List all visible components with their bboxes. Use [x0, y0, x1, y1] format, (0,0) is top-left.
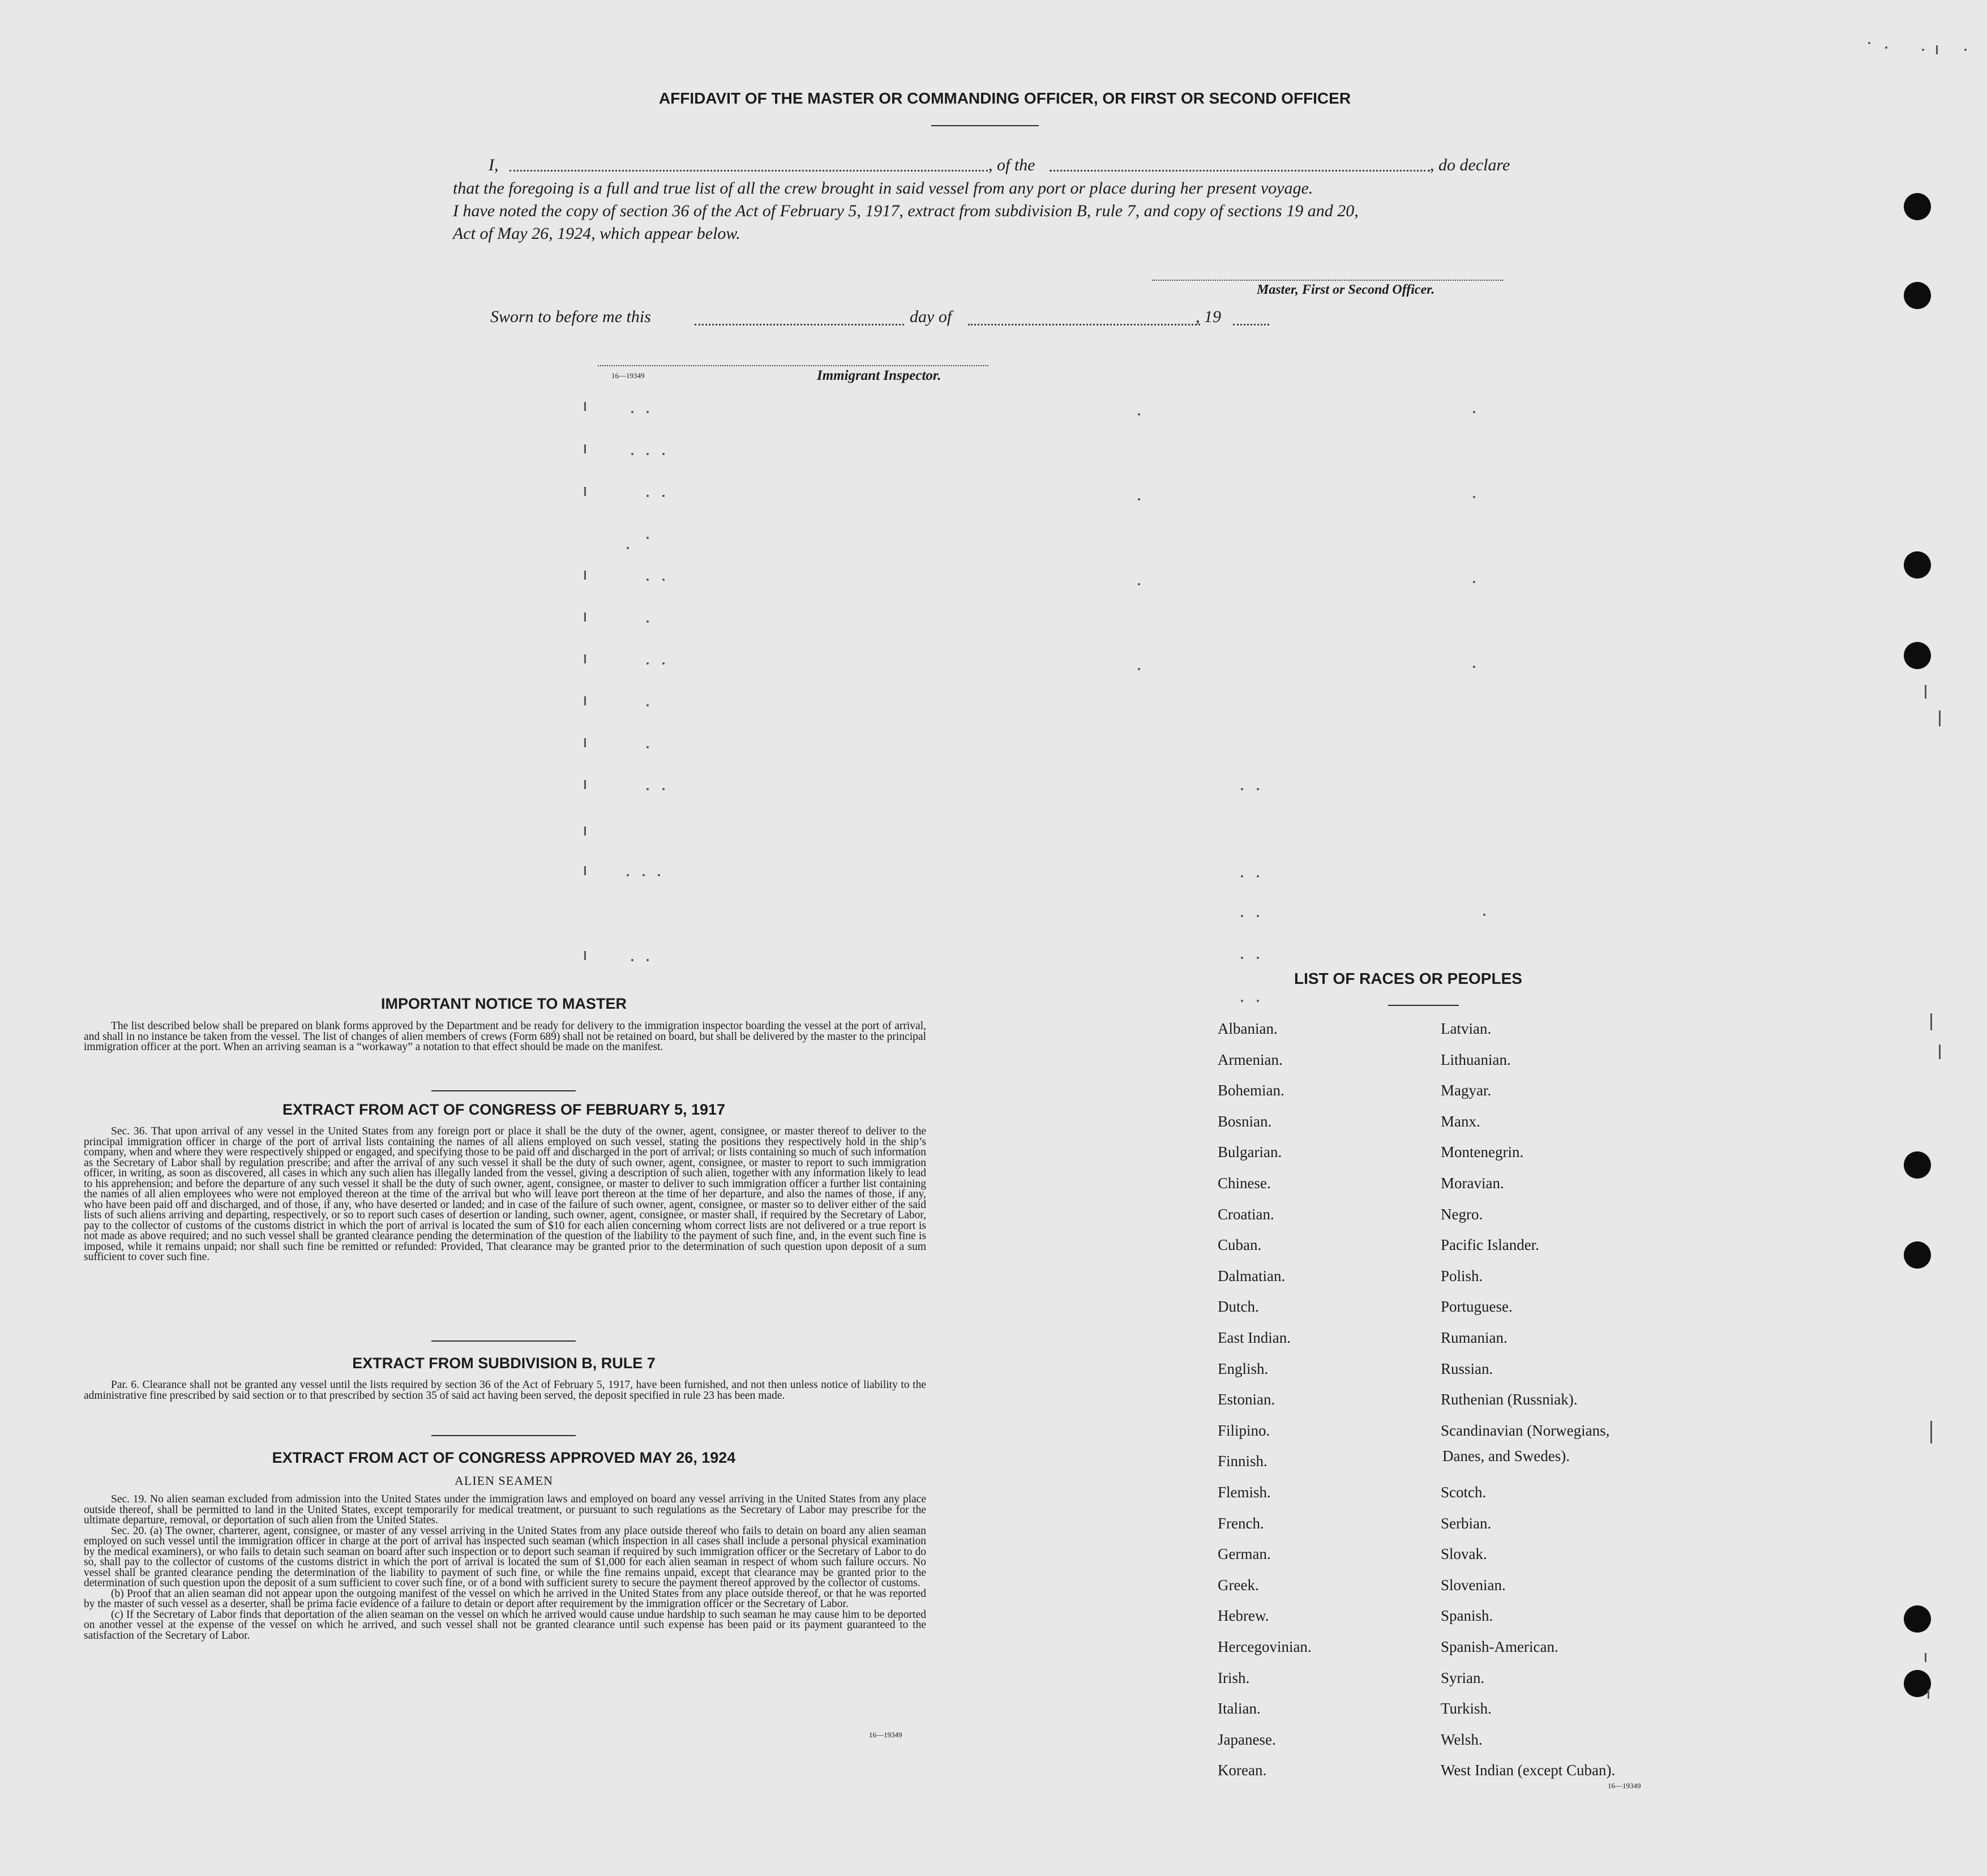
race-item: Syrian.: [1441, 1669, 1485, 1686]
rule7-title: EXTRACT FROM SUBDIVISION B, RULE 7: [352, 1355, 656, 1372]
race-item: Spanish.: [1441, 1607, 1493, 1625]
affidavit-of-the: , of the: [988, 156, 1035, 174]
race-item: Albanian.: [1218, 1020, 1278, 1037]
races-divider: [1388, 1005, 1459, 1006]
punch-hole: [1904, 193, 1931, 220]
race-item: Filipino.: [1218, 1421, 1270, 1439]
race-item: Finnish.: [1218, 1453, 1267, 1470]
sworn-day-of: day of: [910, 307, 952, 326]
punch-hole: [1904, 1241, 1931, 1269]
affidavit-do-declare: , do declare: [1430, 156, 1510, 174]
notice-body: [84, 1021, 926, 1053]
race-item: Dutch.: [1218, 1298, 1259, 1316]
extract-1917-title: EXTRACT FROM ACT OF CONGRESS OF FEBRUARY 5, 1917: [282, 1101, 726, 1118]
race-item: Montenegrin.: [1441, 1143, 1524, 1161]
extract-1924-title: EXTRACT FROM ACT OF CONGRESS APPROVED MAY 26, 1924: [272, 1449, 736, 1466]
race-item: Armenian.: [1218, 1051, 1283, 1068]
race-item: Welsh.: [1441, 1731, 1483, 1748]
race-item: Slovak.: [1441, 1545, 1487, 1563]
title-divider: [931, 125, 1039, 126]
race-item: Croatian.: [1218, 1205, 1274, 1223]
alien-seamen-subtitle: ALIEN SEAMEN: [455, 1474, 553, 1488]
sworn-prefix: Sworn to before me this: [490, 307, 651, 326]
race-item: Slovenian.: [1441, 1576, 1506, 1594]
race-item: English.: [1218, 1360, 1269, 1377]
punch-hole: [1904, 1670, 1931, 1697]
race-item: Korean.: [1218, 1762, 1267, 1779]
races-title: LIST OF RACES OR PEOPLES: [1294, 970, 1522, 987]
notice-divider: [431, 1090, 576, 1091]
race-item: Magyar.: [1441, 1082, 1492, 1099]
race-item: Cuban.: [1218, 1236, 1262, 1254]
rule7-body: [84, 1380, 926, 1401]
sworn-month-blank[interactable]: [968, 324, 1200, 325]
race-item: Manx.: [1441, 1112, 1480, 1130]
inspector-signature-line[interactable]: [598, 365, 988, 366]
sec-20b-paragraph: (b) Proof that an alien seaman did not appear upon the outgoing manifest of the vessel on which he arrived in the United States from any place outside thereof, or that he was reported by the master of such vessel as a deserter, shall be prima facie evidence of a failure to detain or deport after requirement by the immigration officer or the Secretary of Labor.: [84, 1587, 926, 1610]
sec-20c-paragraph: (c) If the Secretary of Labor finds that deportation of the alien seaman on the vessel on which he arrived would cause undue hardship to such seaman he may cause him to be deported on another vessel at the expense of the vessel on which he arrived, and such vessel shall not be granted clearance until such expense has been paid or its payment guaranteed to the satisfaction of the Secretary of Labor.: [84, 1608, 926, 1642]
race-item: Pacific Islander.: [1441, 1236, 1539, 1254]
race-item: Dalmatian.: [1218, 1267, 1286, 1284]
race-item: Spanish-American.: [1441, 1638, 1558, 1655]
race-item: Chinese.: [1218, 1175, 1271, 1192]
race-item: Italian.: [1218, 1700, 1261, 1717]
extract-1924-body: [84, 1494, 926, 1641]
notice-paragraph: The list described below shall be prepared on blank forms approved by the Department and be ready for delivery to the immigration inspector boarding the vessel at the port of arrival, and shall in no instance be taken from the vessel. The list of changes of alien members of crews (Form 689) shall not be retained on board, but shall be delivered by the master to the principal immigration officer at the port. When an arriving seaman is a “workaway” a notation to that effect should be made on the manifest.: [84, 1020, 926, 1053]
race-item: Turkish.: [1441, 1700, 1492, 1717]
race-item: Scandinavian (Norwegians,: [1441, 1421, 1610, 1439]
sworn-day-blank[interactable]: [695, 324, 904, 325]
race-item: Portuguese.: [1441, 1298, 1513, 1316]
race-item: Japanese.: [1218, 1731, 1276, 1748]
punch-hole: [1904, 551, 1931, 579]
race-item: Greek.: [1218, 1576, 1259, 1594]
rule7-divider: [431, 1435, 576, 1436]
name-blank[interactable]: [509, 170, 988, 172]
notice-title: IMPORTANT NOTICE TO MASTER: [381, 995, 627, 1012]
race-item: Rumanian.: [1441, 1329, 1508, 1346]
extract-1917-body: [84, 1127, 926, 1263]
race-item: Latvian.: [1441, 1020, 1492, 1037]
vessel-blank[interactable]: [1050, 170, 1430, 172]
sec-19-paragraph: Sec. 19. No alien seaman excluded from admission into the United States under the immigration laws and employed on board any vessel arriving in the United States from any place outside thereof, shall be permitted to land in the United States, except temporarily for medical treatment, or pursuant to such regulations as the Secretary of Labor may prescribe for the ultimate departure, removal, or deportation of such alien from the United States.: [84, 1493, 926, 1526]
race-item: Irish.: [1218, 1669, 1250, 1686]
race-item: Hercegovinian.: [1218, 1638, 1312, 1655]
inspector-caption: Immigrant Inspector.: [817, 368, 941, 383]
affidavit-line4: Act of May 26, 1924, which appear below.: [453, 224, 740, 243]
signature-caption: Master, First or Second Officer.: [1257, 282, 1435, 297]
race-item: German.: [1218, 1545, 1271, 1563]
sec-20a-paragraph: Sec. 20. (a) The owner, charterer, agent, consignee, or master of any vessel arriving in the United States from any place outside thereof who fails to detain on board any alien seaman employed on such vessel until the immigration officer in charge at the port of arrival has inspected such seaman (which inspection in all cases shall include a personal physical examination by the medical examiners), or who fails to detain such seaman on board after such inspection or to deport such seaman if required by such immigration officer or the Secretary of Labor to do so, shall pay to the collector of customs of the customs district in which the port of arrival is located the sum of $1,000 for each alien seaman in respect of whom such failure occurs. No vessel shall be granted clearance pending the determination of the liability to payment of such fine, or while the fine remains unpaid, except that clearance may be granted prior to the determination of such question upon the deposit of a sum sufficient to cover such fine, or of a bond with sufficient surety to secure the payment thereof approved by the collector of customs.: [84, 1524, 926, 1589]
par-6-paragraph: Par. 6. Clearance shall not be granted any vessel until the lists required by section 36 of the Act of February 5, 1917, have been furnished, and not then unless notice of liability to the administrative fine prescribed by said section or to that prescribed by section 35 of said act having been served, the deposit specified in rule 23 has been made.: [84, 1379, 926, 1402]
extract-form-number: 16—19349: [869, 1731, 902, 1739]
punch-hole: [1904, 642, 1931, 669]
affidavit-title: AFFIDAVIT OF THE MASTER OR COMMANDING OFFICER, OR FIRST OR SECOND OFFICER: [658, 89, 1351, 107]
affidavit-line2: that the foregoing is a full and true list of all the crew brought in said vessel from any port or place during her present voyage.: [453, 179, 1313, 198]
race-item: Moravian.: [1441, 1175, 1504, 1192]
sworn-year-blank[interactable]: [1233, 324, 1269, 325]
race-item: Lithuanian.: [1441, 1051, 1511, 1068]
race-item: Estonian.: [1218, 1391, 1275, 1408]
race-item: Negro.: [1441, 1205, 1483, 1223]
affidavit-form-number: 16—19349: [611, 371, 645, 380]
sworn-year: , 19: [1196, 307, 1221, 326]
race-item: Scotch.: [1441, 1484, 1487, 1501]
race-item: Russian.: [1441, 1360, 1493, 1377]
race-item: Polish.: [1441, 1267, 1483, 1284]
affidavit-line1-i: I,: [489, 156, 499, 174]
race-item: Ruthenian (Russniak).: [1441, 1391, 1578, 1408]
race-item: Bosnian.: [1218, 1112, 1272, 1130]
race-scandinavian-continuation: Danes, and Swedes).: [1442, 1447, 1570, 1464]
race-item: French.: [1218, 1514, 1264, 1532]
affidavit-line3: I have noted the copy of section 36 of the Act of February 5, 1917, extract from subdivision B, rule 7, and copy of sections 19 and 20,: [453, 202, 1359, 220]
race-item: East Indian.: [1218, 1329, 1291, 1346]
race-item: West Indian (except Cuban).: [1441, 1762, 1616, 1779]
races-form-number: 16—19349: [1608, 1781, 1641, 1790]
punch-hole: [1904, 282, 1931, 309]
punch-hole: [1904, 1151, 1931, 1179]
punch-hole: [1904, 1605, 1931, 1633]
signature-line[interactable]: [1152, 280, 1503, 281]
race-item: Bohemian.: [1218, 1082, 1284, 1099]
race-item: Bulgarian.: [1218, 1143, 1282, 1161]
section-36-paragraph: Sec. 36. That upon arrival of any vessel in the United States from any foreign port or place it shall be the duty of the owner, agent, consignee, or master thereof to deliver to the principal immigration officer in charge of the port of arrival lists containing the names of all aliens employed on such vessel, stating the positions they respectively hold in the ship’s company, when and where they were respectively shipped or engaged, and specifying those to be paid off and discharged in the port of arrival; or lists containing so much of such information as the Secretary of Labor shall by regulation prescribe; and after the arrival of any such vessel it shall be the duty of such owner, agent, consignee, or master to report to such immigration officer, in writing, as soon as discovered, all cases in which any such alien has illegally landed from the vessel, giving a description of such alien, together with any information likely to lead to his apprehension; and before the departure of any such vessel it shall be the duty of such owner, agent, consignee, or master to deliver to such immigration officer a further list containing the names of all alien employees who were not employed thereon at the time of the arrival but who will leave port thereon at the time of her departure, and also the names of those, if any, who have been paid off and discharged, and of those, if any, who have deserted or landed; and in case of the failure of such owner, agent, consignee, or master so to deliver either of the said lists of such aliens arriving and departing, respectively, or so to report such cases of desertion or landing, such owner, agent, consignee, or master shall, if required by the Secretary of Labor, pay to the collector of customs of the customs district in which the port of arrival is located the sum of $10 for each alien concerning whom correct lists are not delivered or a true report is not made as above required; and no such vessel shall be granted clearance pending the determination of the question of the liability to the payment of such fine, and, in the event such fine is imposed, while it remains unpaid; nor shall such fine be remitted or refunded: Provided, That clearance may be granted prior to the determination of such question upon deposit of a sum sufficient to cover such fine.: [84, 1125, 926, 1263]
race-item: Serbian.: [1441, 1514, 1492, 1532]
extract-1917-divider: [431, 1340, 576, 1342]
race-item: Flemish.: [1218, 1484, 1271, 1501]
race-item: Hebrew.: [1218, 1607, 1269, 1625]
